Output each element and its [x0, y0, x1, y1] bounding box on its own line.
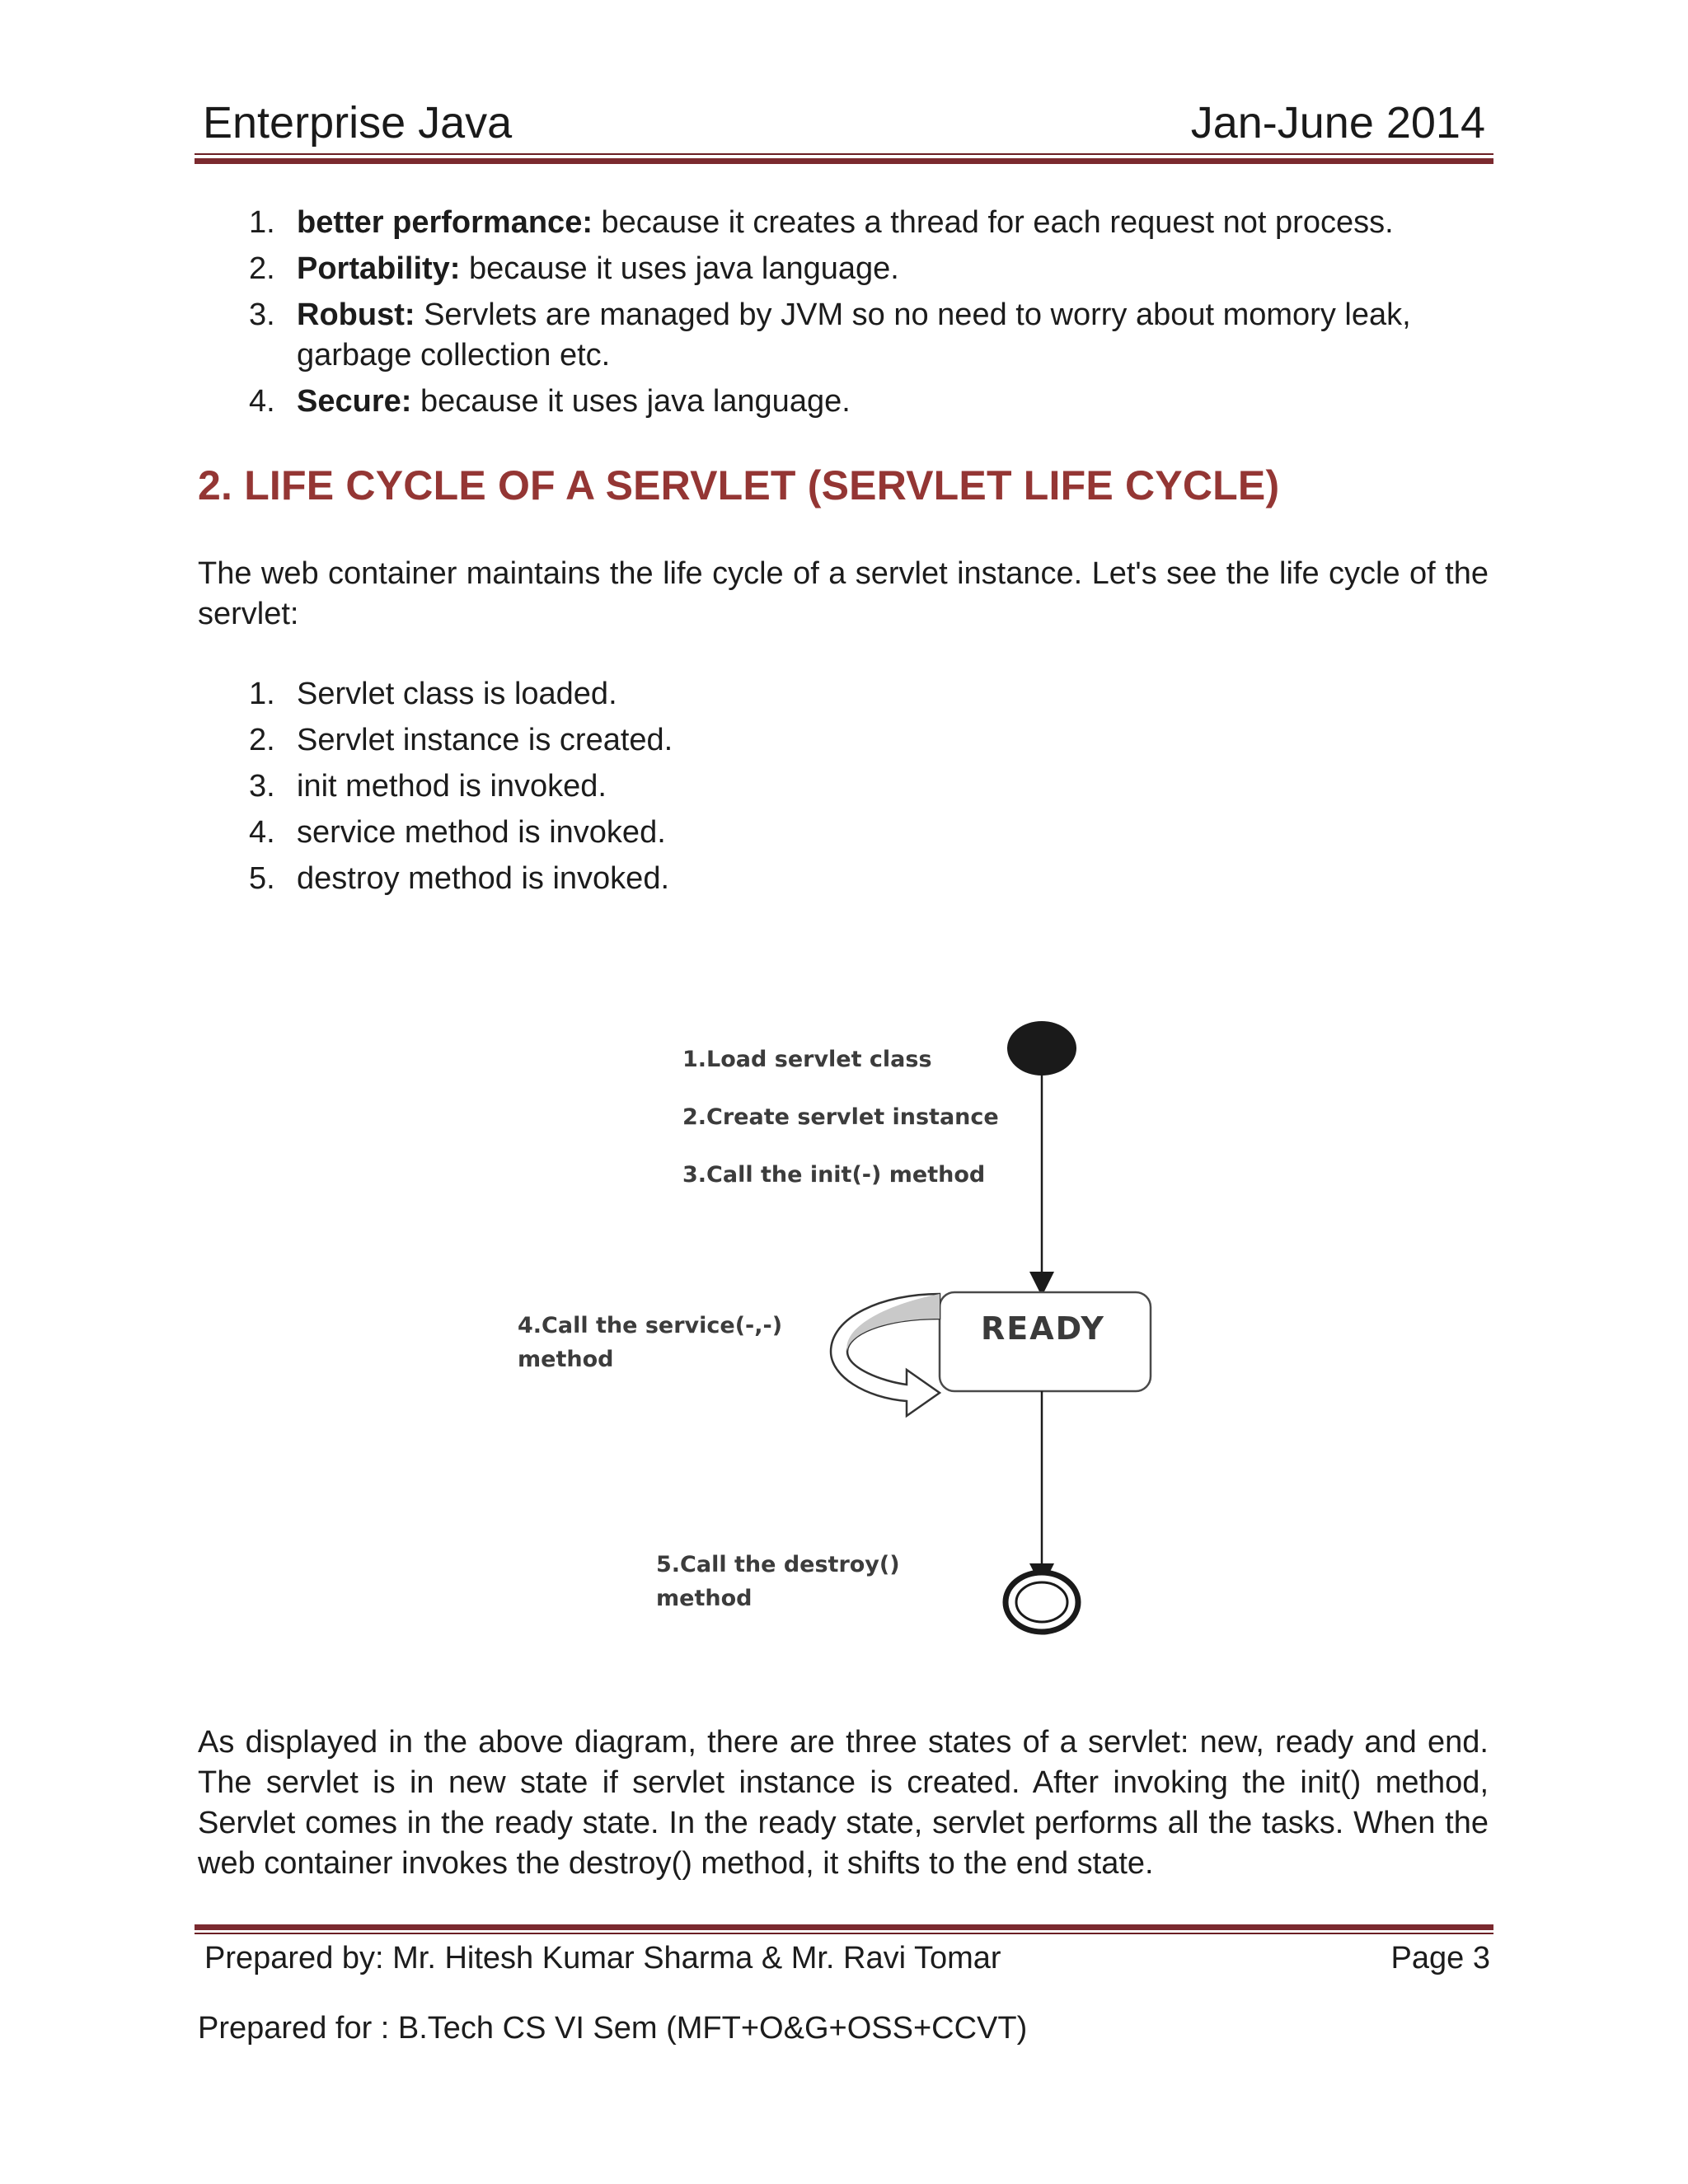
header-title: Enterprise Java — [203, 98, 513, 148]
footer-rule-thick — [195, 1924, 1493, 1930]
label-load-servlet: 1.Load servlet class — [682, 1047, 932, 1072]
label-init: 3.Call the init(-) method — [682, 1162, 986, 1188]
conclusion-paragraph: As displayed in the above diagram, there are three states of a servlet: new, ready and end. The servlet is in new state if servlet instance is created. After invoking the init() method, Servlet comes in the ready state. In the ready state, servlet performs all the tasks. When the web container invokes the destroy() method, it shifts to the end state. — [198, 1725, 1489, 1881]
advantage-term: better performance: — [297, 205, 593, 240]
list-item: 1. Servlet class is loaded. — [249, 677, 617, 711]
list-item: 5. destroy method is invoked. — [249, 861, 670, 896]
list-item: 4. Secure: because it uses java language. — [249, 384, 851, 419]
service-loop-arrow — [831, 1294, 940, 1416]
list-item: 2. Servlet instance is created. — [249, 723, 673, 757]
advantage-text: because it uses java language. — [411, 384, 851, 419]
list-item: 1. better performance: because it creates a thread for each request not process. — [249, 205, 1394, 240]
page-number: Page 3 — [1390, 1941, 1490, 1975]
label-service-line2: method — [518, 1347, 614, 1372]
advantage-text: Servlets are managed by JVM so no need to worry about momory leak, garbage collection etc. — [297, 298, 1411, 373]
advantage-term: Portability: — [297, 251, 461, 286]
life-cycle-steps — [196, 674, 1490, 905]
ready-state-label: READY — [981, 1310, 1105, 1347]
label-destroy-line1: 5.Call the destroy() — [656, 1552, 900, 1577]
advantage-text: because it uses java language. — [460, 251, 899, 286]
advantage-term: Robust: — [297, 298, 415, 332]
advantage-term: Secure: — [297, 384, 412, 419]
advantages-list — [196, 203, 1490, 428]
header-term: Jan-June 2014 — [1190, 98, 1485, 148]
servlet-life-cycle-diagram — [495, 989, 1170, 1648]
label-service-line1: 4.Call the service(-,-) — [518, 1313, 783, 1338]
list-item: 2. Portability: because it uses java language. — [249, 251, 899, 286]
header-rule-thick — [195, 158, 1493, 164]
list-item: 3. Robust: Servlets are managed by JVM so no need to worry about momory leak, garbage collection etc. — [249, 298, 1411, 373]
footer-prepared-for: Prepared for : B.Tech CS VI Sem (MFT+O&G+OSS+CCVT) — [198, 2011, 1028, 2046]
list-item: 4. service method is invoked. — [249, 815, 666, 850]
label-create-instance: 2.Create servlet instance — [682, 1104, 999, 1130]
advantage-text: because it creates a thread for each request not process. — [592, 205, 1394, 240]
initial-state-node — [1007, 1021, 1076, 1076]
list-item: 3. init method is invoked. — [249, 769, 607, 804]
section-heading: 2. LIFE CYCLE OF A SERVLET (SERVLET LIFE CYCLE) — [198, 462, 1280, 509]
header-rule-thin — [195, 153, 1493, 155]
final-state-node — [1006, 1572, 1078, 1632]
footer-prepared-by: Prepared by: Mr. Hitesh Kumar Sharma & Mr. Ravi Tomar — [204, 1941, 1001, 1975]
label-destroy-line2: method — [656, 1586, 753, 1611]
footer-rule-thin — [195, 1933, 1493, 1934]
intro-paragraph: The web container maintains the life cycle of a servlet instance. Let's see the life cycle of the servlet: — [198, 556, 1489, 631]
